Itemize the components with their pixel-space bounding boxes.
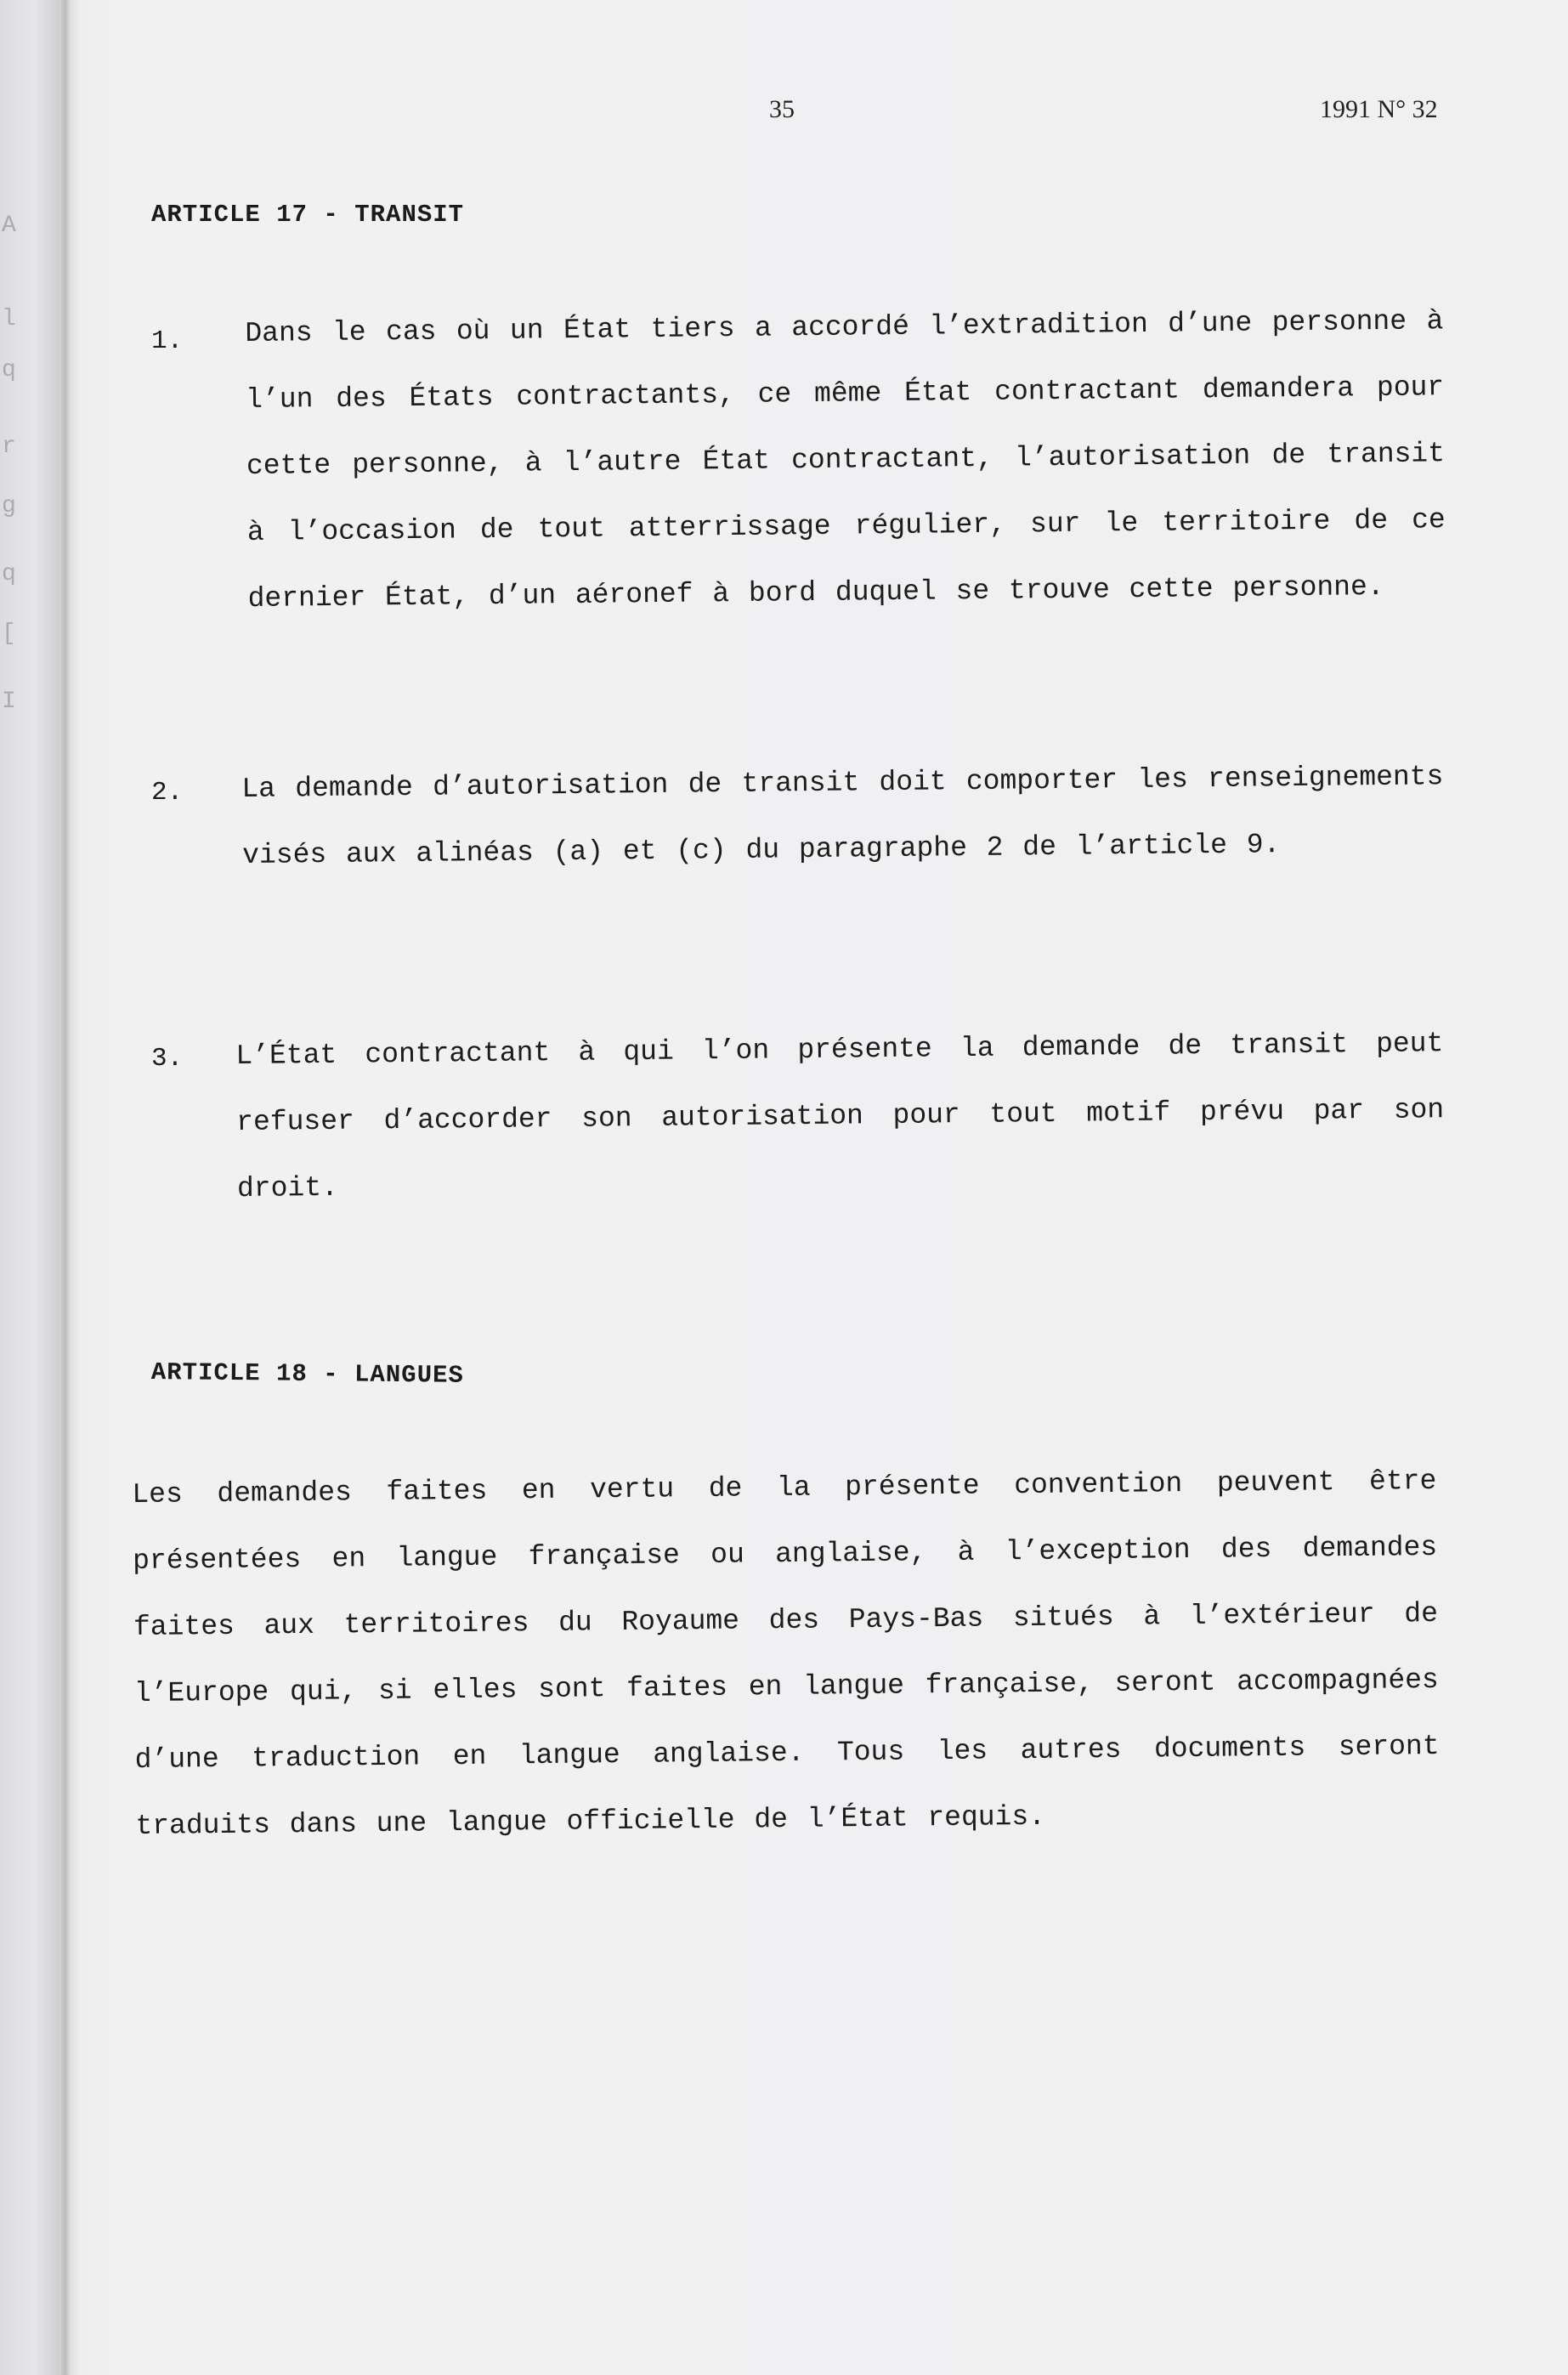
article-18-body xyxy=(132,1448,1441,1860)
item-2-number: 2. xyxy=(151,778,184,808)
article-18-text: Les demandes faites en vertu de la présente convention peuvent être présentées en langue française ou anglaise, à l’exception des demandes faites aux territoires du Royaume des Pays-Bas situés à l’extérieur de l’Europe qui, si elles sont faites en langue française, seront accompagnées d’une traduction en langue anglaise. Tous les autres documents seront traduits dans une langue officielle de l’État requis. xyxy=(132,1465,1440,1842)
edge-mark: q xyxy=(2,561,16,587)
article-17-heading: ARTICLE 17 - TRANSIT xyxy=(151,201,465,229)
article-17-item-2-text: La demande d’autorisation de transit doit comporter les renseignements visés aux alinéas (a) et (c) du paragraphe 2 de l’article 9. xyxy=(241,761,1444,871)
article-17-item-1-text: Dans le cas où un État tiers a accordé l’extradition d’une personne à l’un des États contractants, ce même État contractant demandera pour cette personne, à l’autre État contractant, l’autorisation de transit à l’occasion de tout atterrissage régulier, sur le territoire de ce dernier État, d’un aéronef à bord duquel se trouve cette personne. xyxy=(245,305,1446,615)
item-3-number: 3. xyxy=(151,1044,184,1074)
edge-mark: q xyxy=(2,357,16,383)
page-number: 35 xyxy=(769,95,795,123)
edge-mark: I xyxy=(2,689,16,715)
article-18-heading: ARTICLE 18 - LANGUES xyxy=(150,1358,465,1390)
item-1-number: 1. xyxy=(151,326,184,356)
article-17-item-2 xyxy=(241,744,1445,889)
article-17-item-3-text: L’État contractant à qui l’on présente la demande de transit peut refuser d’accorder son autorisation pour tout motif prévu par son droit. xyxy=(235,1028,1445,1205)
edge-mark: [ xyxy=(2,621,16,647)
edge-mark: r xyxy=(2,434,16,460)
edge-mark: g xyxy=(2,493,16,519)
document-reference: 1991 N° 32 xyxy=(1320,95,1438,123)
page-spine-shadow xyxy=(61,0,70,2375)
edge-mark: A xyxy=(2,213,16,239)
article-17-item-3 xyxy=(235,1011,1445,1222)
article-17-item-1 xyxy=(245,288,1446,632)
edge-mark: l xyxy=(2,306,16,332)
